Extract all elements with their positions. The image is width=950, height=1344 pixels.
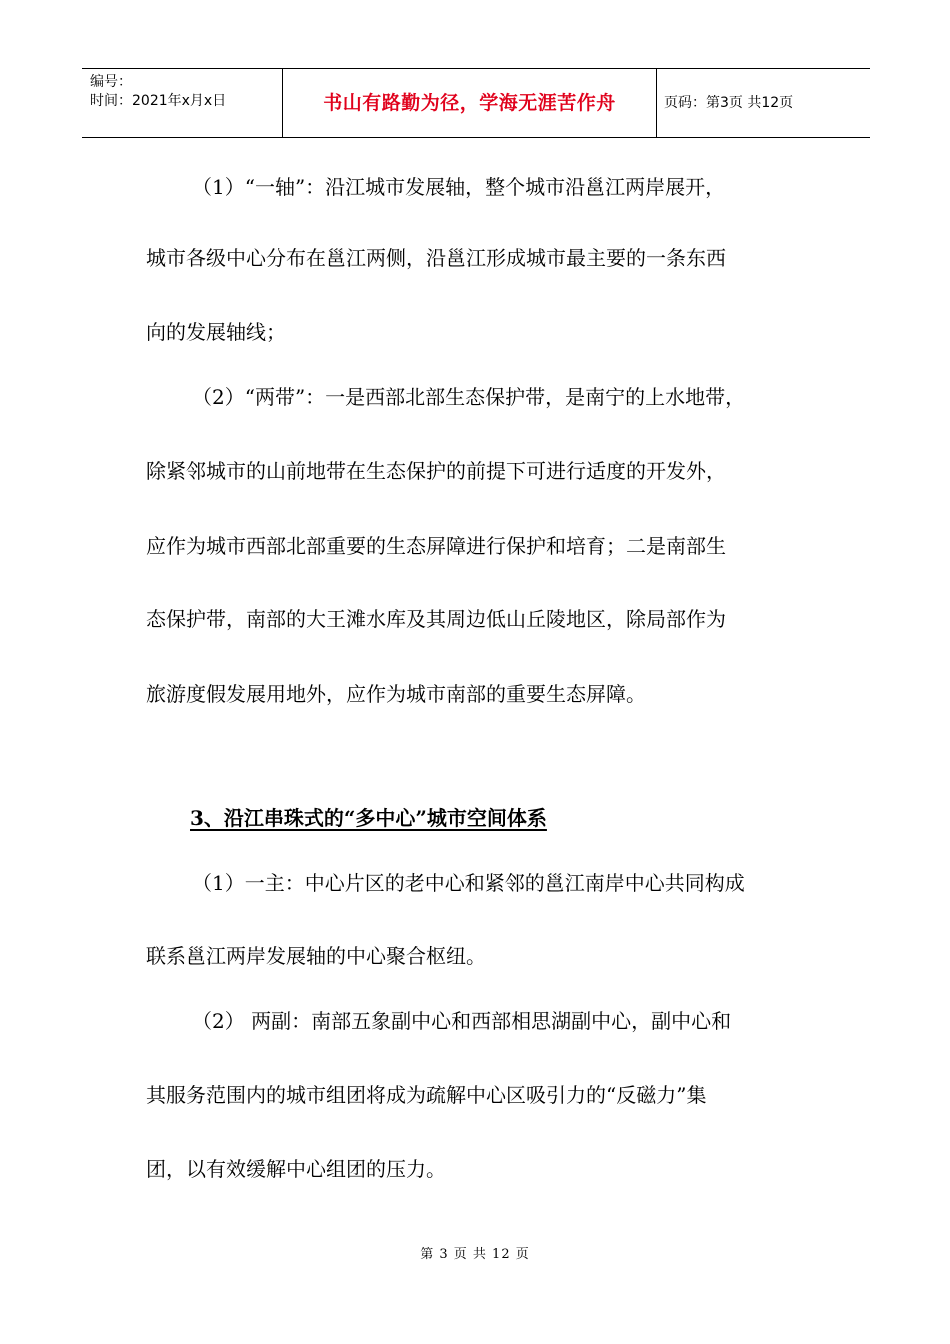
paragraph-line: 向的发展轴线； [146, 320, 286, 344]
number-label: 编号： [90, 74, 132, 90]
paragraph-line: （1）一主：中心片区的老中心和紧邻的邕江南岸中心共同构成 [192, 871, 745, 895]
header-middle-cell [282, 69, 657, 137]
paragraph-line: 联系邕江两岸发展轴的中心聚合枢纽。 [146, 944, 486, 968]
paragraph-line: （2） 两副：南部五象副中心和西部相思湖副中心，副中心和 [192, 1009, 732, 1033]
header-motto: 书山有路勤为径，学海无涯苦作舟 [323, 92, 616, 114]
paragraph-line: 态保护带，南部的大王滩水库及其周边低山丘陵地区，除局部作为 [146, 607, 726, 631]
paragraph-line: 除紧邻城市的山前地带在生态保护的前提下可进行适度的开发外， [146, 459, 726, 483]
document-header [82, 68, 870, 138]
paragraph-line: （1）“一轴”：沿江城市发展轴，整个城市沿邕江两岸展开， [192, 175, 726, 199]
paragraph-line: （2）“两带”：一是西部北部生态保护带，是南宁的上水地带， [192, 385, 746, 409]
header-page-info: 页码：第3页 共12页 [664, 95, 794, 111]
paragraph-line: 应作为城市西部北部重要的生态屏障进行保护和培育；二是南部生 [146, 534, 726, 558]
header-left-cell [82, 69, 282, 137]
paragraph-line: 其服务范围内的城市组团将成为疏解中心区吸引力的“反磁力”集 [146, 1083, 707, 1107]
page-footer: 第 3 页 共 12 页 [420, 1247, 530, 1262]
paragraph-line: 旅游度假发展用地外，应作为城市南部的重要生态屏障。 [146, 682, 646, 706]
paragraph-line: 城市各级中心分布在邕江两侧，沿邕江形成城市最主要的一条东西 [146, 246, 726, 270]
header-right-cell [656, 69, 870, 137]
paragraph-line: 团，以有效缓解中心组团的压力。 [146, 1157, 446, 1181]
date-label: 时间：2021年x月x日 [90, 93, 227, 109]
section-heading: 3、沿江串珠式的“多中心”城市空间体系 [190, 806, 547, 830]
